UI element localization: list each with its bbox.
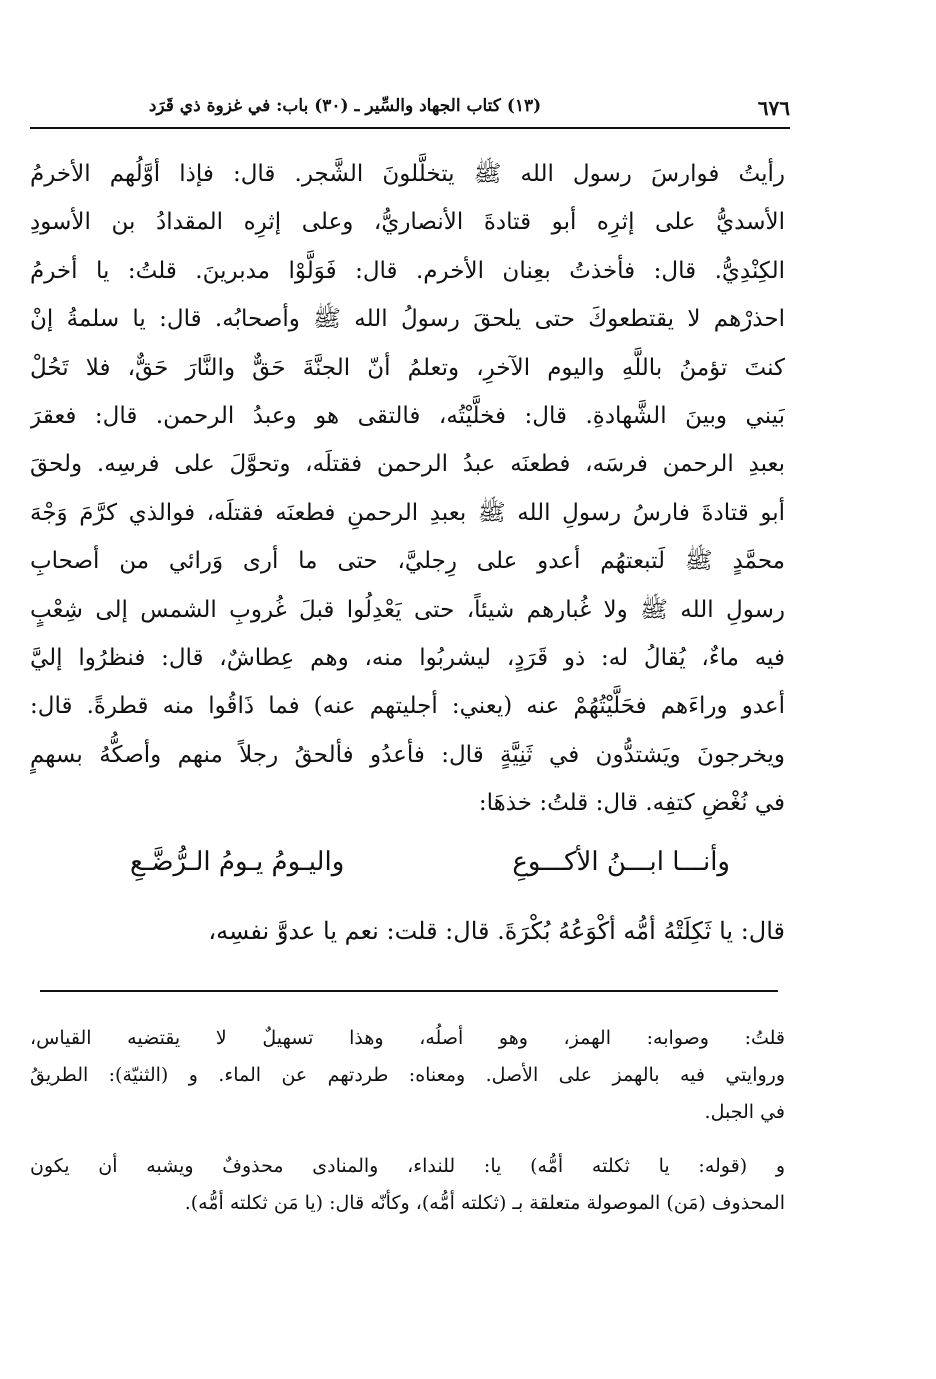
note-line: قلتُ: وصوابه: الهمز، وهو أصلُه، وهذا تسهيلٌ لا يقتضيه القياس،: [30, 1027, 785, 1049]
text-line: احذرْهم لا يقتطعوكَ حتى يلحقَ رسولُ الله ﷺ وأصحابُه. قال: يا سلمةُ إنْ: [30, 306, 785, 333]
main-text: [30, 150, 785, 827]
verse-hemistich-second: واليـومُ يـومُ الـرُّضَّـعِ: [130, 847, 345, 877]
running-title: (١٣) كتاب الجهاد والسِّير ـ (٣٠) باب: في غزوة ذي قَرَد: [148, 96, 542, 116]
text-line: محمَّدٍ ﷺ لَتبعتهُم أعدو على رِجليَّ، حتى ما أرى وَرائي من أصحابِ: [30, 548, 785, 575]
running-header: [30, 88, 790, 124]
note-spacer: [30, 1131, 785, 1148]
text-line: فيه ماءٌ، يُقالُ له: ذو قَرَدٍ، ليشربُوا منه، وهم عِطاشٌ، قال: فنظرُوا إليَّ: [30, 644, 785, 671]
note-line: في الجبل.: [704, 1101, 785, 1123]
verse-hemistich-first: وأنـــا ابـــنُ الأكـــوعِ: [512, 847, 730, 877]
footnote-divider: [40, 990, 778, 992]
text-line: بَيني وبينَ الشَّهادةِ. قال: فخلَّيْتُه، فالتقى هو وعبدُ الرحمن. قال: فعقرَ: [30, 402, 785, 429]
text-line: الكِنْدِيُّ. قال: فأخذتُ بعِنان الأخرم. قال: فَوَلَّوْا مدبرينَ. قلتُ: يا أخرمُ: [30, 257, 785, 284]
poetry-verse: [130, 838, 730, 886]
note-line: وروايتي فيه بالهمز على الأصل. ومعناه: طردتهم عن الماء. و (الثنيّة): الطريقُ: [30, 1064, 785, 1086]
note-line: و (قوله: يا ثكلته أمُّه) يا: للنداء، والمنادى محذوفٌ ويشبه أن يكون: [30, 1155, 785, 1177]
text-line: في نُغْضِ كتفِه. قال: قلتُ: خذهَا:: [478, 790, 785, 817]
text-line: أعدو وراءَهم فحَلَّيْتُهُمْ عنه (يعني: أجليتهم عنه) فما ذَاقُوا منه قطرةً. قال:: [30, 693, 785, 720]
text-line-after-verse: قال: يا ثَكِلَتْهُ أمُّه أكْوَعُهُ بُكْرَةَ. قال: قلت: نعم يا عدوَّ نفسِه،: [208, 917, 785, 945]
text-line: كنتَ تؤمنُ باللَّهِ واليوم الآخرِ، وتعلمُ أنّ الجنَّةَ حَقٌّ والنَّارَ حَقٌّ، فلا تَحُلْ: [30, 354, 785, 381]
commentary-notes: [30, 1020, 785, 1222]
text-line: ويخرجونَ ويَشتدُّون في ثَنِيَّةٍ قال: فأعدُو فألحقُ رجلاً منهم وأصكُّهُ بسهمٍ: [30, 741, 785, 768]
text-line: الأسديُّ على إثرِه أبو قتادةَ الأنصاريُّ، وعلى إثرِه المقدادُ بن الأسودِ: [30, 209, 785, 236]
header-divider: [30, 127, 790, 129]
text-line: بعبدِ الرحمن فرسَه، فطعنَه عبدُ الرحمن فقتلَه، وتحوَّلَ على فرسِه. ولحقَ: [30, 451, 785, 478]
text-line: رسولِ الله ﷺ ولا غُبارهم شيئاً، حتى يَعْدِلُوا قبلَ غُروبِ الشمس إلى شِعْبٍ: [30, 596, 785, 623]
text-line: رأيتُ فوارسَ رسول الله ﷺ يتخلَّلونَ الشَّجر. قال: فإذا أوَّلُهم الأخرمُ: [30, 161, 785, 187]
note-line: المحذوف (مَن) الموصولة متعلقة بـ (ثكلته أمُّه)، وكأنّه قال: (يا مَن ثكلته أمُّه).: [184, 1192, 785, 1214]
text-line: أبو قتادةَ فارسُ رسولِ الله ﷺ بعبدِ الرحمنِ فطعنَه فقتلَه، فوالذي كرَّمَ وَجْهَ: [30, 499, 785, 526]
page-number: ٦٧٦: [757, 96, 790, 120]
